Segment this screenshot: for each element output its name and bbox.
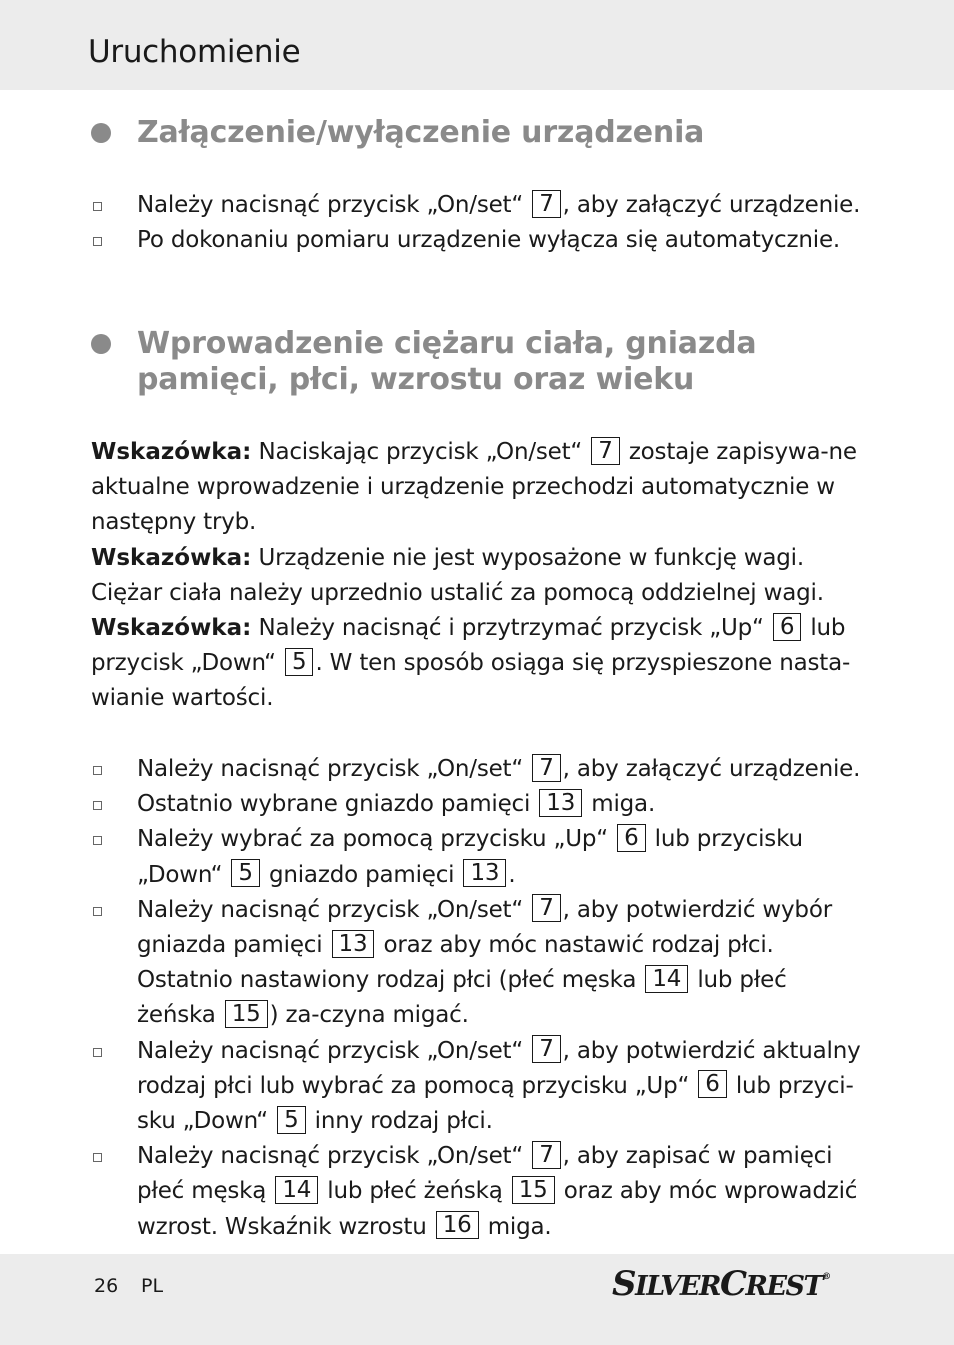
list-item: Należy nacisnąć przycisk „On/set“ 7 , aby zapisać w pamięci płeć męską 14 lub płeć żeńską 15 oraz aby móc wprowadzić wzrost. Wskaźnik wzrostu 16 miga. <box>90 1139 870 1245</box>
page-title: Uruchomienie <box>88 34 301 70</box>
list-item: Należy nacisnąć przycisk „On/set“ 7 , aby załączyć urządzenie. <box>90 752 870 787</box>
reference-number: 13 <box>463 859 506 887</box>
checkbox-square-icon <box>93 202 102 211</box>
reference-number: 7 <box>532 894 560 922</box>
notes-block <box>91 435 871 717</box>
list-item: Należy nacisnąć przycisk „On/set“ 7 , aby załączyć urządzenie. <box>90 188 870 223</box>
checkbox-square-icon <box>93 237 102 246</box>
reference-number: 6 <box>698 1070 726 1098</box>
reference-number: 14 <box>645 965 688 993</box>
reference-number: 6 <box>617 824 645 852</box>
checkbox-square-icon <box>93 766 102 775</box>
checkbox-square-icon <box>93 1153 102 1162</box>
list-item: Należy wybrać za pomocą przycisku „Up“ 6 lub przycisku „Down“ 5 gniazdo pamięci 13 . <box>90 822 870 892</box>
list-item: Należy nacisnąć przycisk „On/set“ 7 , aby potwierdzić aktualny rodzaj płci lub wybrać za pomocą przycisku „Up“ 6 lub przyci-sku „Down“ 5 inny rodzaj płci. <box>90 1034 870 1140</box>
reference-number: 7 <box>532 1035 560 1063</box>
list-item: Ostatnio wybrane gniazdo pamięci 13 miga. <box>90 787 870 822</box>
heading-bullet <box>91 334 111 354</box>
reference-number: 13 <box>539 789 582 817</box>
reference-number: 7 <box>532 754 560 782</box>
reference-number: 7 <box>532 190 560 218</box>
reference-number: 15 <box>225 1000 268 1028</box>
note-label: Wskazówka: <box>91 439 252 465</box>
checkbox-square-icon <box>93 836 102 845</box>
checkbox-square-icon <box>93 801 102 810</box>
reference-number: 5 <box>231 859 259 887</box>
checkbox-square-icon <box>93 907 102 916</box>
list-item: Należy nacisnąć przycisk „On/set“ 7 , aby potwierdzić wybór gniazda pamięci 13 oraz aby móc nastawić rodzaj płci. Ostatnio nastawiony rodzaj płci (płeć męska 14 lub płeć żeńska 15 ) za-czyna migać. <box>90 893 870 1034</box>
input-steps-list <box>90 752 870 1245</box>
note: Wskazówka: Urządzenie nie jest wyposażone w funkcję wagi. Ciężar ciała należy uprzednio ustalić za pomocą oddzielnej wagi. <box>91 544 824 606</box>
reference-number: 14 <box>275 1176 318 1204</box>
reference-number: 7 <box>591 437 619 465</box>
heading-bullet <box>91 123 111 143</box>
note-label: Wskazówka: <box>91 615 252 642</box>
reference-number: 15 <box>512 1176 555 1204</box>
reference-number: 5 <box>285 648 313 676</box>
note-label: Wskazówka: <box>91 544 252 571</box>
note: Wskazówka: Naciskając przycisk „On/set“ 7 zostaje zapisywa-ne aktualne wprowadzenie i urządzenie przechodzi automatycznie w następny tryb. <box>91 437 857 536</box>
reference-number: 7 <box>532 1141 560 1169</box>
brand-logo: SILVERCREST® <box>612 1264 832 1304</box>
list-item: Po dokonaniu pomiaru urządzenie wyłącza się automatycznie. <box>90 223 870 258</box>
section-heading-power: Załączenie/wyłączenie urządzenia <box>137 115 705 150</box>
reference-number: 16 <box>436 1211 479 1239</box>
power-steps-list <box>90 188 870 258</box>
note: Wskazówka: Należy nacisnąć i przytrzymać przycisk „Up“ 6 lub przycisk „Down“ 5 . W ten sposób osiąga się przyspieszone nasta-wianie wartości. <box>91 613 851 712</box>
checkbox-square-icon <box>93 1048 102 1057</box>
language-code: PL <box>141 1275 164 1297</box>
reference-number: 13 <box>332 930 375 958</box>
page-number: 26 <box>94 1275 119 1297</box>
section-heading-input: Wprowadzenie ciężaru ciała, gniazda pamięci, płci, wzrostu oraz wieku <box>137 326 757 397</box>
reference-number: 5 <box>277 1106 305 1134</box>
reference-number: 6 <box>773 613 801 641</box>
